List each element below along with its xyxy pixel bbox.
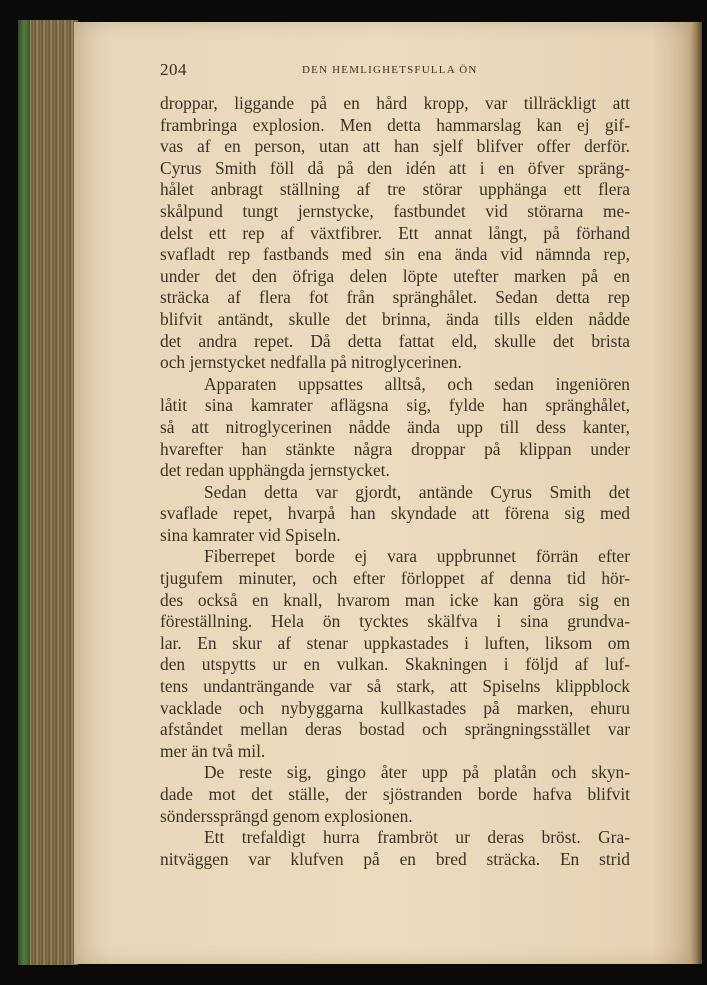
text-line: frambringa explosion. Men detta hammarslag kan ej gif- (160, 114, 630, 135)
text-line: droppar, liggande på en hård kropp, var tillräckligt att (160, 93, 630, 113)
text-line: föreställning. Hela ön tycktes skälfva i sina grundva- (160, 611, 630, 632)
text-line: och jernstycket nedfalla på nitroglycerinen. (160, 352, 462, 373)
text-line: tens undanträngande var så stark, att Spiselns klippblock (160, 676, 630, 697)
text-line: nitväggen var klufven på en bred sträcka. En strid (160, 848, 630, 869)
text-line: blifvit antändt, skulle det brinna, ända tills elden nådde (160, 308, 630, 329)
running-title: DEN HEMLIGHETSFULLA ÖN (302, 64, 478, 76)
text-line: skålpund tungt jernstycke, fastbundet vid störarna me- (160, 200, 630, 221)
text-line: det redan upphängda jernstycket. (160, 460, 390, 481)
text-line: afståndet mellan deras bostad och sprängningsstället var (160, 719, 630, 740)
page-right-edge (690, 22, 702, 964)
text-line: vacklade och nybyggarna kullkastades på marken, ehuru (160, 697, 630, 718)
text-line: den utspytts ur en vulkan. Skakningen i följd af luf- (160, 654, 630, 675)
text-line: vas af en person, utan att han sjelf blifver offer derför. (160, 136, 630, 157)
text-line: under det den öfriga delen löpte utefter marken på en (160, 265, 630, 286)
text-line: sina kamrater vid Spiseln. (160, 524, 341, 545)
text-line: hvarefter han stänkte några droppar på klippan under (160, 438, 630, 459)
text-line: svaflade repet, hvarpå han skyndade att förena sig med (160, 503, 630, 524)
page-header (160, 60, 630, 82)
body-text (160, 93, 630, 870)
text-line: tjugufem minuter, och efter förloppet af denna tid hör- (160, 568, 630, 589)
text-line: svafladt rep fastbands med sin ena ända vid nämnda rep, (160, 244, 630, 265)
text-line: låtit sina kamrater aflägsna sig, fylde han spränghålet, (160, 395, 630, 416)
text-line: sträcka af flera fot från spränghålet. Sedan detta rep (160, 287, 630, 308)
text-line: Ett trefaldigt hurra frambröt ur deras bröst. Gra- (204, 827, 630, 848)
text-line: hålet anbragt ställning af tre störar upphänga ett flera (160, 179, 630, 200)
text-line: Cyrus Smith föll då på den idén att i en öfver spräng- (160, 157, 630, 178)
text-line: dade mot det ställe, der sjöstranden borde hafva blifvit (160, 784, 630, 804)
text-line: så att nitroglycerinen nådde ända upp till dess kanter, (160, 416, 630, 437)
text-line: delst ett rep af växtfibrer. Ett annat långt, på förhand (160, 222, 630, 243)
text-line: mer än två mil. (160, 740, 266, 761)
text-line: lar. En skur af stenar uppkastades i luften, liksom om (160, 632, 630, 653)
text-line: Sedan detta var gjordt, antände Cyrus Smith det (204, 481, 630, 502)
page-number: 204 (160, 60, 187, 79)
text-line: sönderssprängd genom explosionen. (160, 805, 413, 826)
text-line: De reste sig, gingo åter upp på platån och skyn- (204, 762, 630, 783)
book-spine (18, 20, 30, 965)
text-line: Fiberrepet borde ej vara uppbrunnet förrän efter (204, 546, 630, 567)
text-line: des också en knall, hvarom man icke kan göra sig en (160, 589, 630, 610)
text-line: det andra repet. Då detta fattat eld, skulle det brista (160, 330, 630, 351)
text-line: Apparaten uppsattes alltså, och sedan ingeniören (204, 373, 630, 394)
